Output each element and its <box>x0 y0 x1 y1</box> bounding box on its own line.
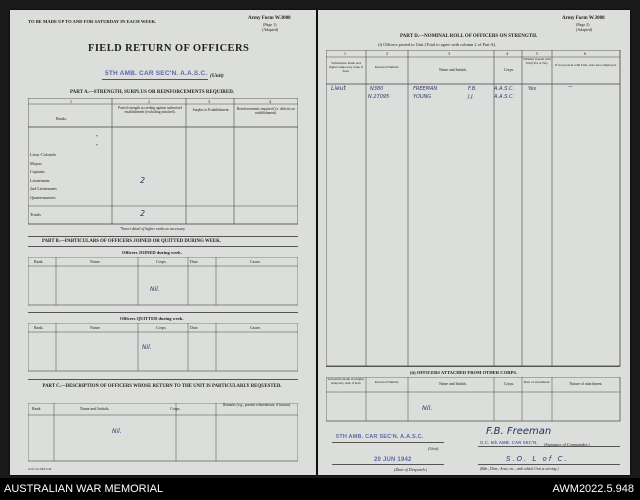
left-page <box>10 10 316 475</box>
joined-nil: Nil. <box>150 286 160 293</box>
totals-label: Totals <box>30 212 41 217</box>
colhead-posted: Posted strength according against authorised establishment (excluding attached). <box>117 106 183 115</box>
oc-stamp: O.C. 5th AMB. CAR SEC'N. <box>480 440 538 445</box>
print-code: A.W. No 964 5/42 <box>28 467 52 471</box>
divider-3 <box>28 312 298 313</box>
date-line <box>332 464 444 465</box>
joined-grid <box>28 257 298 307</box>
r-colnum-5: 5 <box>536 51 538 56</box>
row2-name: YOUNG <box>413 94 432 100</box>
joined-col-corps: Corps. <box>156 259 167 264</box>
ii-col-corps: Corps. <box>503 382 515 386</box>
row1-employed: — <box>568 84 573 90</box>
unit-label: (Unit) <box>210 73 224 79</box>
colhead-surplus: Surplus to Establishment. <box>192 108 230 112</box>
unit-line-2 <box>332 442 444 443</box>
archive-footer <box>0 478 640 500</box>
r-colhead-employed: If not present with Unit, state how employed. <box>555 63 617 67</box>
form-page: (Page 1) <box>263 22 277 27</box>
form-number-2: Army Form W.3008 <box>562 16 605 21</box>
ii-col-number: Personal Number. <box>374 380 400 384</box>
footnote: *Insert detail of higher ranks as necessary. <box>120 227 186 231</box>
joined-col-name: Name. <box>90 259 101 264</box>
star-1: * <box>96 134 98 139</box>
row2-number: N.27095 <box>368 94 390 100</box>
row1-present: Yes <box>528 86 537 92</box>
quitted-col-rank: Rank. <box>34 325 44 330</box>
right-page <box>318 10 630 475</box>
ii-col-rank: Substantive Rank and higher temporary rank, if held. <box>327 377 365 385</box>
quitted-col-corps: Corps. <box>156 325 167 330</box>
top-note: TO BE MADE UP TO AND FOR SATURDAY IN EACH WEEK. <box>28 19 157 24</box>
divider-2 <box>28 246 298 247</box>
ranks-list <box>30 151 57 202</box>
r-colnum-3: 3 <box>448 51 450 56</box>
form-adapted-2: (Adapted) <box>576 27 593 32</box>
unit-underline <box>102 79 208 80</box>
page-title: FIELD RETURN OF OFFICERS <box>88 43 250 54</box>
r-colhead-name: Name and Initials. <box>439 68 467 72</box>
lieut-value: 2 <box>140 176 146 185</box>
location-value: S.O. L of C. <box>506 455 569 463</box>
partC-title: PART C.—DESCRIPTION OF OFFICERS WHOSE RETURN TO THE UNIT IS PARTICULARLY REQUESTED. <box>42 384 282 389</box>
rank-quartermasters: Quartermasters <box>30 194 56 200</box>
unit-stamp-2: 5TH AMB. CAR SEC'N. A.A.S.C. <box>336 434 424 440</box>
unit-stamp: 5TH AMB. CAR SEC'N. A.A.S.C. <box>105 70 208 77</box>
rank-lieutenants: Lieutenants <box>30 177 50 183</box>
joined-col-rank: Rank. <box>34 259 44 264</box>
totals-value: 2 <box>140 209 146 218</box>
ii-col-name: Name and Initials. <box>439 382 467 386</box>
joined-col-cause: Cause. <box>250 259 261 264</box>
form-page-2: (Page 2) <box>576 22 590 27</box>
quitted-col-name: Name. <box>90 325 101 330</box>
row1-name: FREEMAN <box>413 86 438 92</box>
row1-number: N380 <box>370 86 384 92</box>
r-colnum-2: 2 <box>386 51 388 56</box>
colnum-4: 4 <box>269 99 271 104</box>
rank-majors: Majors <box>30 160 42 166</box>
footer-accession: AWM2022.5.948 <box>552 483 634 495</box>
ii-col-date: Date of attachment. <box>523 380 551 384</box>
colnum-3: 3 <box>208 99 210 104</box>
r-colhead-rank: Substantive Rank and higher temporary rank, if held. <box>328 61 364 73</box>
quitted-col-date: Date. <box>190 325 199 330</box>
section-ii-title: (ii) OFFICERS ATTACHED FROM OTHER CORPS. <box>410 370 518 375</box>
r-colnum-4: 4 <box>506 51 508 56</box>
section-ii-divider <box>326 366 620 367</box>
row2-corps: A.A.S.C. <box>494 94 515 100</box>
sig-label: (Signature of Commander.) <box>544 442 590 447</box>
row1-initials: F.B. <box>468 86 477 92</box>
partA-grid <box>28 98 298 226</box>
rank-captains: Captains <box>30 169 45 174</box>
r-colnum-1: 1 <box>344 51 346 56</box>
star-2: * <box>96 143 98 148</box>
unit-label-2: (Unit). <box>428 446 440 451</box>
r-colhead-number: Personal Number. <box>374 65 400 69</box>
partC-col-remarks: Remarks (e.g., present whereabouts, if known). <box>222 403 292 407</box>
attached-nil: Nil. <box>422 404 433 412</box>
divider-1 <box>28 236 298 237</box>
date-label: (Date of Despatch.) <box>394 467 428 472</box>
partB-title: PART B.—PARTICULARS OF OFFICERS JOINED OR QUITTED DURING WEEK. <box>42 239 222 244</box>
date-stamp: 20 JUN 1942 <box>374 457 412 463</box>
form-adapted: (Adapted) <box>262 27 279 32</box>
partC-nil: Nil. <box>112 428 122 435</box>
joined-col-date: Date. <box>190 259 199 264</box>
quitted-nil: Nil. <box>142 344 152 351</box>
row2-initials: J.J. <box>468 94 475 100</box>
row1-rank: Lieut <box>331 85 346 92</box>
quitted-col-cause: Cause. <box>250 325 261 330</box>
colhead-ranks: Ranks. <box>56 116 67 121</box>
form-number: Army Form W.3008 <box>248 16 291 21</box>
partC-col-rank: Rank. <box>32 406 42 411</box>
rank-lieut-colonels: Lieut.-Colonels <box>30 152 57 157</box>
location-label: (Bde., Divn., Area, etc., with which Unit is serving.) <box>480 467 559 471</box>
colnum-1: 1 <box>70 99 72 104</box>
r-colhead-corps: Corps. <box>503 68 515 72</box>
r-colnum-6: 6 <box>584 51 586 56</box>
partD-title: PART D.—NOMINAL ROLL OF OFFICERS ON STRENGTH. <box>400 34 538 39</box>
partA-title: PART A.—STRENGTH, SURPLUS OR REINFORCEMENTS REQUIRED. <box>70 90 235 95</box>
commander-signature: F.B. Freeman <box>486 426 552 437</box>
quitted-grid <box>28 323 298 373</box>
row1-corps: A.A.S.C. <box>494 86 515 92</box>
ii-col-nature: Nature of attachment. <box>569 382 603 386</box>
divider-4 <box>28 379 298 380</box>
colhead-reinforcements: Reinforcements required (i.e. deficits on establishment). <box>236 107 296 116</box>
partD-subtitle: (i) Officers posted to Unit (Total to agree with column 2 of Part A). <box>378 42 497 47</box>
colnum-2: 2 <box>148 99 150 104</box>
partC-grid <box>28 403 298 463</box>
location-line <box>478 464 620 465</box>
partC-col-name: Name and Initials. <box>80 406 110 411</box>
joined-title: Officers JOINED during week. <box>122 250 182 255</box>
footer-institution: AUSTRALIAN WAR MEMORIAL <box>4 483 164 495</box>
rank-2nd-lieutenants: 2nd Lieutenants <box>30 186 57 191</box>
r-colhead-present: Whether present with Unit (Yes or No). <box>523 57 551 65</box>
partC-col-corps: Corps. <box>170 406 181 411</box>
quitted-title: Officers QUITTED during week. <box>120 316 184 321</box>
